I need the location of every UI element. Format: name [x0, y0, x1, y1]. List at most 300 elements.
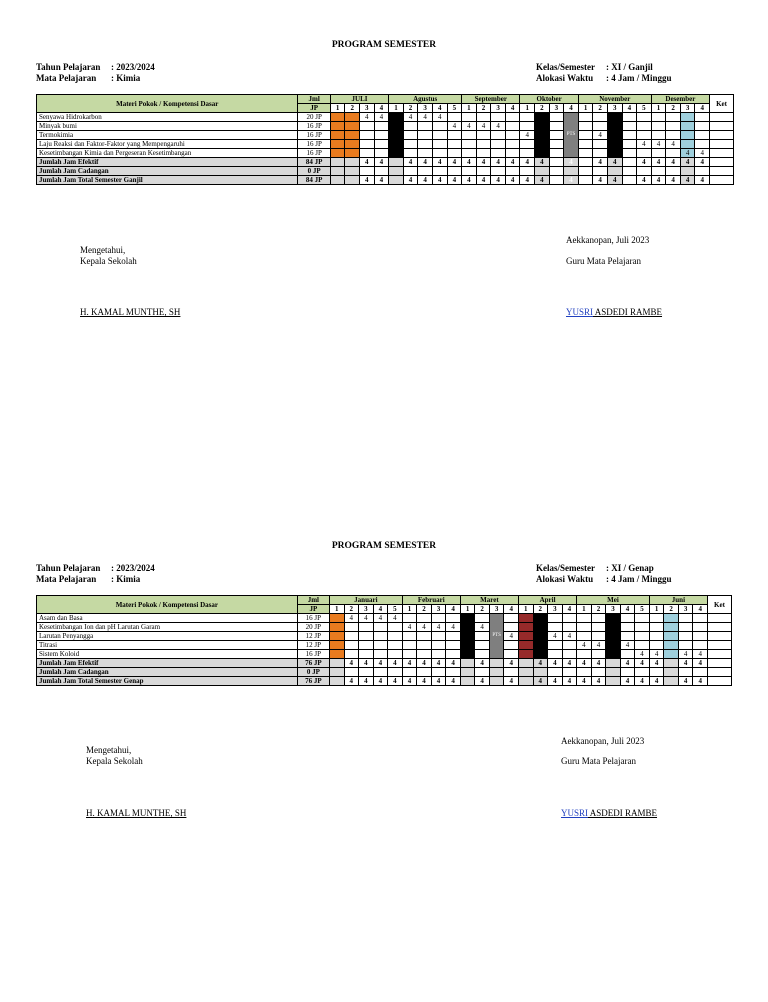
week-cell	[388, 632, 403, 641]
week-cell	[549, 131, 564, 140]
week-cell	[505, 167, 520, 176]
week-cell: 4	[593, 131, 608, 140]
jp-value: 76 JP	[297, 677, 329, 686]
week-cell	[476, 113, 491, 122]
week-cell	[505, 140, 520, 149]
week-cell	[389, 176, 404, 185]
week-cell: 4	[693, 677, 708, 686]
jp-value: 12 JP	[297, 632, 329, 641]
week-cell: 4	[666, 140, 681, 149]
week-cell	[432, 167, 447, 176]
week-cell	[535, 167, 550, 176]
week-cell	[460, 668, 475, 677]
week-cell	[360, 140, 375, 149]
week-cell	[505, 122, 520, 131]
ket-cell	[707, 650, 731, 659]
week-cell	[359, 650, 374, 659]
week-cell	[330, 131, 345, 140]
week-cell: 4	[418, 158, 433, 167]
place-date: Aekkanopan, Juli 2023	[561, 736, 645, 746]
week-cell	[591, 632, 606, 641]
week-cell	[695, 140, 710, 149]
week-cell: 4	[695, 149, 710, 158]
week-cell	[606, 623, 621, 632]
week-cell: 4	[374, 113, 389, 122]
week-cell: 4	[475, 623, 490, 632]
month-header: Januari	[330, 596, 403, 605]
week-cell: 4	[431, 659, 446, 668]
week-cell	[693, 614, 708, 623]
week-cell	[491, 113, 506, 122]
week-cell	[533, 632, 548, 641]
week-cell	[504, 650, 519, 659]
week-cell	[330, 677, 345, 686]
week-number: 3	[491, 104, 506, 113]
week-cell	[622, 113, 637, 122]
materi-name: Kesetimbangan Kimia dan Pergeseran Kesetimbangan	[37, 149, 298, 158]
week-cell: 4	[432, 158, 447, 167]
week-cell	[680, 113, 695, 122]
materi-name: Senyawa Hidrokarbon	[37, 113, 298, 122]
week-cell	[344, 623, 359, 632]
guru-label: Guru Mata Pelajaran	[566, 256, 641, 266]
materi-name: Jumlah Jam Total Semester Ganjil	[37, 176, 298, 185]
week-cell	[418, 167, 433, 176]
week-cell	[678, 632, 693, 641]
week-cell	[577, 614, 592, 623]
week-cell: 4	[649, 650, 664, 659]
week-cell	[447, 167, 462, 176]
week-cell	[431, 668, 446, 677]
week-cell	[591, 668, 606, 677]
alokasi-waktu: Alokasi Waktu : 4 Jam / Minggu	[536, 73, 672, 83]
jp-value: 16 JP	[298, 140, 330, 149]
week-cell	[504, 668, 519, 677]
week-cell	[607, 131, 622, 140]
week-cell	[374, 140, 389, 149]
total-row	[37, 167, 734, 176]
week-number: 4	[504, 605, 519, 614]
week-cell	[578, 113, 593, 122]
week-cell	[417, 641, 432, 650]
jp-value: 84 JP	[298, 158, 330, 167]
week-cell: 4	[562, 677, 577, 686]
week-cell	[462, 140, 477, 149]
week-cell	[418, 140, 433, 149]
jp-value: 16 JP	[297, 650, 329, 659]
week-cell	[533, 614, 548, 623]
mengetahui-label: Mengetahui,	[86, 745, 132, 755]
jml-header: Jml	[297, 596, 329, 605]
week-cell	[460, 614, 475, 623]
week-number: 1	[520, 104, 535, 113]
week-cell: 4	[504, 632, 519, 641]
week-cell	[476, 167, 491, 176]
week-cell	[666, 113, 681, 122]
jp-value: 0 JP	[297, 668, 329, 677]
week-cell	[460, 632, 475, 641]
week-cell	[606, 659, 621, 668]
week-cell	[678, 623, 693, 632]
week-cell	[664, 668, 679, 677]
materi-name: Jumlah Jam Total Semester Genap	[37, 677, 298, 686]
week-cell	[637, 131, 652, 140]
week-cell	[591, 650, 606, 659]
week-number: 3	[548, 605, 563, 614]
week-cell	[344, 668, 359, 677]
week-cell	[330, 158, 345, 167]
materi-row	[37, 632, 732, 641]
month-header: April	[519, 596, 577, 605]
week-number: 5	[447, 104, 462, 113]
month-header: Mei	[577, 596, 650, 605]
week-number: 1	[330, 104, 345, 113]
mata-pelajaran: Mata Pelajaran : Kimia	[36, 574, 141, 584]
week-cell: 4	[373, 659, 388, 668]
week-number: 4	[562, 605, 577, 614]
week-cell	[680, 140, 695, 149]
week-cell: 4	[475, 677, 490, 686]
week-number: 2	[475, 605, 490, 614]
ket-cell	[707, 623, 731, 632]
week-cell: 4	[431, 677, 446, 686]
week-cell: 4	[695, 158, 710, 167]
week-cell: 4	[678, 650, 693, 659]
guru-label: Guru Mata Pelajaran	[561, 756, 636, 766]
ket-cell	[710, 140, 734, 149]
week-cell	[693, 632, 708, 641]
week-cell	[402, 632, 417, 641]
mengetahui-label: Mengetahui,	[80, 245, 126, 255]
week-cell: 4	[591, 641, 606, 650]
jp-header: JP	[298, 104, 330, 113]
week-cell: 4	[520, 176, 535, 185]
materi-header: Materi Pokok / Kompetensi Dasar	[37, 596, 298, 614]
week-cell	[562, 650, 577, 659]
week-number: 2	[345, 104, 360, 113]
week-cell	[344, 641, 359, 650]
week-cell	[578, 176, 593, 185]
week-cell	[591, 623, 606, 632]
week-cell	[389, 167, 404, 176]
kepala-sekolah-name: H. KAMAL MUNTHE, SH	[86, 808, 187, 818]
week-cell	[519, 668, 534, 677]
week-cell	[620, 632, 635, 641]
week-cell	[432, 131, 447, 140]
ket-cell	[710, 113, 734, 122]
week-cell	[504, 623, 519, 632]
week-number: 4	[446, 605, 461, 614]
header-row-months	[37, 95, 734, 104]
week-cell	[695, 131, 710, 140]
week-cell	[666, 167, 681, 176]
week-cell	[533, 623, 548, 632]
ket-cell	[707, 659, 731, 668]
week-cell	[549, 122, 564, 131]
week-cell	[651, 131, 666, 140]
week-cell	[504, 641, 519, 650]
week-cell	[446, 641, 461, 650]
week-number: 2	[593, 104, 608, 113]
week-cell	[635, 668, 650, 677]
week-cell: 4	[577, 641, 592, 650]
week-cell	[330, 122, 345, 131]
week-cell	[664, 659, 679, 668]
materi-row	[37, 641, 732, 650]
schedule-table-ganjil	[36, 94, 734, 185]
week-cell	[637, 113, 652, 122]
week-number: 3	[359, 605, 374, 614]
week-cell	[460, 650, 475, 659]
week-cell	[666, 131, 681, 140]
week-cell: 4	[666, 158, 681, 167]
week-cell	[533, 650, 548, 659]
week-cell	[548, 614, 563, 623]
week-cell	[431, 614, 446, 623]
ket-cell	[707, 668, 731, 677]
week-cell	[447, 113, 462, 122]
week-cell: 4	[373, 614, 388, 623]
week-cell	[535, 140, 550, 149]
week-cell: 4	[680, 176, 695, 185]
week-cell	[388, 650, 403, 659]
week-number: 3	[489, 605, 504, 614]
week-cell	[432, 149, 447, 158]
week-number: 4	[505, 104, 520, 113]
week-cell: 4	[548, 659, 563, 668]
week-cell	[549, 167, 564, 176]
month-header: Juni	[649, 596, 707, 605]
week-cell: 4	[373, 677, 388, 686]
week-cell	[431, 632, 446, 641]
jp-value: 20 JP	[297, 623, 329, 632]
week-cell	[519, 641, 534, 650]
ket-cell	[707, 641, 731, 650]
week-number: 4	[432, 104, 447, 113]
week-cell	[330, 167, 345, 176]
week-cell	[548, 641, 563, 650]
week-cell: 4	[431, 623, 446, 632]
week-cell: 4	[462, 158, 477, 167]
week-cell	[549, 176, 564, 185]
week-cell	[666, 122, 681, 131]
week-cell	[678, 614, 693, 623]
tahun-pelajaran: Tahun Pelajaran : 2023/2024	[36, 62, 155, 72]
week-cell: 4	[591, 677, 606, 686]
week-cell	[520, 113, 535, 122]
week-cell	[607, 113, 622, 122]
week-cell	[593, 167, 608, 176]
week-cell	[447, 131, 462, 140]
week-cell: 4	[693, 659, 708, 668]
week-cell: 4	[359, 614, 374, 623]
week-number: 5	[635, 605, 650, 614]
week-cell	[591, 614, 606, 623]
week-cell: 4	[360, 158, 375, 167]
week-cell: 4	[649, 677, 664, 686]
week-cell: 4	[548, 632, 563, 641]
week-cell	[417, 614, 432, 623]
week-cell: 4	[620, 641, 635, 650]
week-cell	[607, 122, 622, 131]
week-cell	[637, 149, 652, 158]
week-cell	[476, 131, 491, 140]
week-cell: 4	[548, 677, 563, 686]
week-cell: 4	[693, 650, 708, 659]
week-cell: 4	[607, 176, 622, 185]
week-number: 2	[591, 605, 606, 614]
tahun-pelajaran: Tahun Pelajaran : 2023/2024	[36, 563, 155, 573]
week-number: 2	[403, 104, 418, 113]
week-cell	[491, 131, 506, 140]
week-cell: 4	[462, 122, 477, 131]
week-cell	[345, 131, 360, 140]
week-cell: 4	[446, 623, 461, 632]
page-title: PROGRAM SEMESTER	[331, 541, 437, 551]
week-cell: 4	[564, 176, 579, 185]
week-cell: 4	[360, 113, 375, 122]
week-cell	[577, 632, 592, 641]
ket-cell	[707, 677, 731, 686]
week-cell: 4	[607, 158, 622, 167]
week-cell	[417, 668, 432, 677]
week-cell	[389, 131, 404, 140]
guru-name-link[interactable]: YUSRI	[561, 808, 589, 818]
week-cell: 4	[432, 113, 447, 122]
week-cell: PTS	[489, 614, 504, 659]
week-cell	[622, 122, 637, 131]
week-number: 5	[388, 605, 403, 614]
week-cell: 4	[591, 659, 606, 668]
materi-name: Termokimia	[37, 131, 298, 140]
week-cell: 4	[402, 623, 417, 632]
week-cell	[403, 131, 418, 140]
week-cell	[693, 641, 708, 650]
week-cell	[693, 668, 708, 677]
week-cell	[578, 140, 593, 149]
week-cell: 4	[491, 122, 506, 131]
week-cell	[446, 668, 461, 677]
ket-cell	[710, 167, 734, 176]
week-cell	[635, 641, 650, 650]
header-row-months	[37, 596, 732, 605]
week-cell: 4	[680, 158, 695, 167]
week-number: 3	[549, 104, 564, 113]
week-cell	[607, 167, 622, 176]
week-cell	[695, 122, 710, 131]
week-cell: 4	[651, 158, 666, 167]
week-cell	[345, 176, 360, 185]
guru-name-link[interactable]: YUSRI	[566, 307, 594, 317]
week-cell	[345, 122, 360, 131]
week-cell: 4	[374, 158, 389, 167]
week-cell	[593, 149, 608, 158]
week-cell: PTS	[564, 113, 579, 158]
week-cell: 4	[620, 659, 635, 668]
week-number: 2	[476, 104, 491, 113]
kepala-sekolah-label: Kepala Sekolah	[80, 256, 137, 266]
week-cell: 4	[360, 176, 375, 185]
week-number: 4	[693, 605, 708, 614]
week-number: 1	[460, 605, 475, 614]
schedule-table-genap	[36, 595, 732, 686]
week-cell	[418, 122, 433, 131]
materi-row	[37, 140, 734, 149]
week-number: 3	[418, 104, 433, 113]
jp-value: 16 JP	[298, 131, 330, 140]
week-cell	[388, 623, 403, 632]
week-cell	[637, 167, 652, 176]
week-cell	[562, 623, 577, 632]
week-cell	[373, 650, 388, 659]
week-cell	[505, 113, 520, 122]
week-cell	[680, 131, 695, 140]
week-cell: 4	[359, 659, 374, 668]
week-cell	[606, 650, 621, 659]
jp-value: 0 JP	[298, 167, 330, 176]
week-cell	[388, 641, 403, 650]
week-cell: 4	[417, 659, 432, 668]
week-cell: 4	[374, 176, 389, 185]
week-cell	[330, 659, 345, 668]
week-cell	[359, 641, 374, 650]
week-number: 2	[344, 605, 359, 614]
total-row	[37, 176, 734, 185]
week-cell	[388, 668, 403, 677]
ket-cell	[710, 176, 734, 185]
week-cell	[637, 122, 652, 131]
week-cell	[664, 677, 679, 686]
materi-row	[37, 131, 734, 140]
week-cell	[549, 113, 564, 122]
ket-cell	[707, 614, 731, 623]
week-cell: 4	[535, 131, 550, 140]
week-cell	[389, 140, 404, 149]
materi-name: Jumlah Jam Efektif	[37, 158, 298, 167]
week-number: 4	[374, 104, 389, 113]
materi-row	[37, 623, 732, 632]
week-cell	[491, 167, 506, 176]
materi-row	[37, 614, 732, 623]
week-cell: 4	[520, 158, 535, 167]
week-cell	[475, 641, 490, 650]
week-cell	[606, 668, 621, 677]
week-cell	[535, 113, 550, 122]
week-cell: 4	[344, 677, 359, 686]
week-cell	[373, 668, 388, 677]
week-cell	[403, 149, 418, 158]
week-cell	[593, 140, 608, 149]
week-cell	[519, 614, 534, 623]
week-cell: 4	[620, 677, 635, 686]
total-row	[37, 158, 734, 167]
week-cell: 4	[475, 659, 490, 668]
jp-value: 16 JP	[297, 614, 329, 623]
week-cell	[606, 632, 621, 641]
week-cell	[649, 641, 664, 650]
week-cell: 4	[402, 677, 417, 686]
week-cell	[446, 614, 461, 623]
week-cell	[475, 650, 490, 659]
week-cell: 4	[504, 659, 519, 668]
week-number: 4	[373, 605, 388, 614]
jp-value: 16 JP	[298, 122, 330, 131]
jml-header: Jml	[298, 95, 330, 104]
week-number: 1	[330, 605, 345, 614]
week-cell	[418, 131, 433, 140]
week-cell	[432, 122, 447, 131]
week-cell	[635, 614, 650, 623]
